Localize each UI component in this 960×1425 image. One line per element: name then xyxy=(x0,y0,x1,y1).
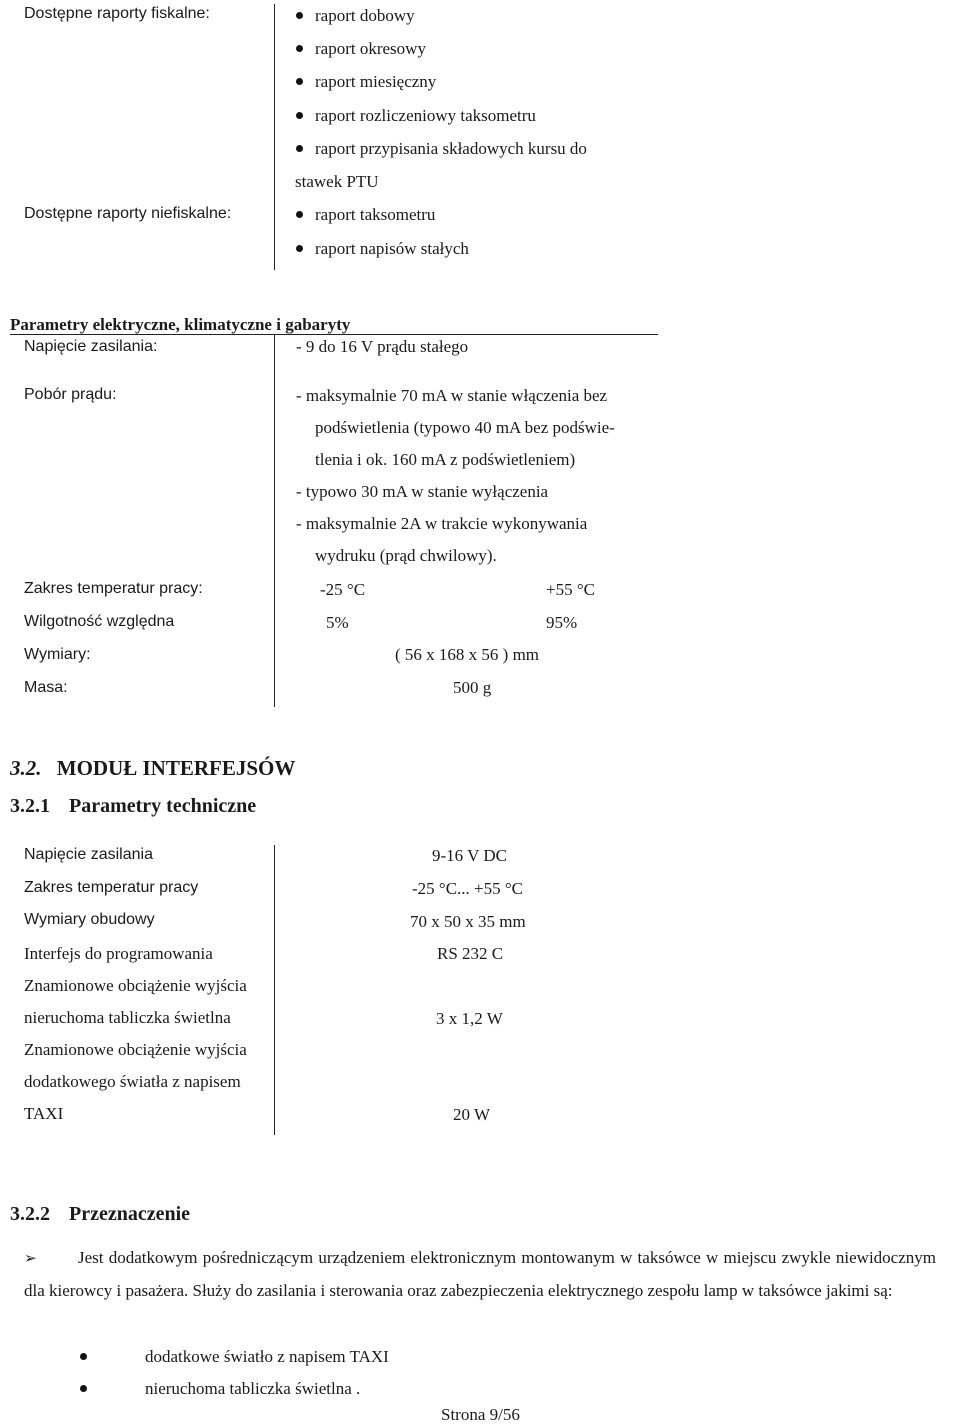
purpose-paragraph xyxy=(24,1242,936,1307)
bullet-icon xyxy=(296,12,303,19)
page-number: Strona 9/56 xyxy=(441,1405,520,1424)
param-value: 3 x 1,2 W xyxy=(436,1009,503,1028)
voltage-label: Napięcie zasilania: xyxy=(24,338,158,355)
section-heading-3-2-2 xyxy=(10,1202,190,1226)
paragraph-text: Jest dodatkowym pośredniczącym urządzeniem elektronicznym montowanym w taksówce w miejscu zwykle niewidocznym dla kierowcy i pasażera. Służy do zasilania i sterowania oraz zabezpieczenia elektrycznego zespołu lamp w taksówce jakimi są: xyxy=(24,1248,936,1300)
heading-underline xyxy=(10,334,658,335)
bullet-icon xyxy=(80,1385,87,1392)
param-label: Zakres temperatur pracy xyxy=(24,879,199,896)
mass-label: Masa: xyxy=(24,679,68,696)
param-label: dodatkowego światła z napisem xyxy=(24,1072,241,1091)
current-line: - maksymalnie 2A w trakcie wykonywania xyxy=(296,514,588,533)
dims-value: ( 56 x 168 x 56 ) mm xyxy=(395,645,540,664)
heading-text: Przeznaczenie xyxy=(69,1203,191,1225)
column-divider xyxy=(274,335,275,707)
heading-number: 3.2. xyxy=(10,756,42,780)
param-value: -25 °C... +55 °C xyxy=(412,879,524,898)
param-label: Napięcie zasilania xyxy=(24,846,153,863)
nonfiscal-reports-label: Dostępne raporty niefiskalne: xyxy=(24,205,232,222)
section-heading: Parametry elektryczne, klimatyczne i gabaryty xyxy=(10,315,351,334)
bullet-icon xyxy=(80,1353,87,1360)
voltage-value: - 9 do 16 V prądu stałego xyxy=(296,337,469,356)
param-value: 70 x 50 x 35 mm xyxy=(410,912,526,931)
mass-value: 500 g xyxy=(453,678,492,697)
list-item: raport rozliczeniowy taksometru xyxy=(315,106,536,125)
bullet-icon xyxy=(296,45,303,52)
current-label: Pobór prądu: xyxy=(24,386,117,403)
bullet-icon xyxy=(296,112,303,119)
param-value: 9-16 V DC xyxy=(432,846,507,865)
list-item: dodatkowe światło z napisem TAXI xyxy=(145,1347,389,1366)
list-item: raport dobowy xyxy=(315,6,415,25)
list-item: nieruchoma tabliczka świetlna . xyxy=(145,1379,361,1398)
current-line: - maksymalnie 70 mA w stanie włączenia bez xyxy=(296,386,608,405)
current-line: podświetlenia (typowo 40 mA bez podświe- xyxy=(315,418,615,437)
param-label: Wymiary obudowy xyxy=(24,911,155,928)
list-item: raport napisów stałych xyxy=(315,239,469,258)
list-item: raport okresowy xyxy=(315,39,426,58)
humidity-max: 95% xyxy=(546,613,578,632)
current-line: tlenia i ok. 160 mA z podświetleniem) xyxy=(315,450,576,469)
temp-min: -25 °C xyxy=(320,580,366,599)
bullet-icon xyxy=(296,145,303,152)
bullet-icon xyxy=(296,245,303,252)
fiscal-reports-label: Dostępne raporty fiskalne: xyxy=(24,5,210,22)
section-heading-3-2-1 xyxy=(10,794,256,818)
list-item-continuation: stawek PTU xyxy=(295,172,379,191)
param-label: TAXI xyxy=(24,1104,64,1123)
param-label: Znamionowe obciążenie wyjścia xyxy=(24,976,247,995)
bullet-icon xyxy=(296,78,303,85)
list-item: raport przypisania składowych kursu do xyxy=(315,139,587,158)
humidity-min: 5% xyxy=(326,613,349,632)
current-line: wydruku (prąd chwilowy). xyxy=(315,546,497,565)
temp-max: +55 °C xyxy=(546,580,595,599)
humidity-label: Wilgotność względna xyxy=(24,613,175,630)
arrow-bullet-icon: ➢ xyxy=(24,1251,37,1267)
list-item: raport taksometru xyxy=(315,205,436,224)
param-label: Interfejs do programowania xyxy=(24,944,213,963)
temp-label: Zakres temperatur pracy: xyxy=(24,580,203,597)
heading-text: MODUŁ INTERFEJSÓW xyxy=(56,756,296,780)
section-heading-3-2 xyxy=(10,756,295,780)
dims-label: Wymiary: xyxy=(24,646,91,663)
list-item: raport miesięczny xyxy=(315,72,437,91)
param-value: 20 W xyxy=(453,1105,490,1124)
heading-number: 3.2.1 xyxy=(10,795,50,817)
heading-number: 3.2.2 xyxy=(10,1203,50,1225)
column-divider xyxy=(274,4,275,270)
param-label: Znamionowe obciążenie wyjścia xyxy=(24,1040,247,1059)
current-line: - typowo 30 mA w stanie wyłączenia xyxy=(296,482,549,501)
heading-text: Parametry techniczne xyxy=(69,795,257,817)
column-divider xyxy=(274,845,275,1135)
param-label: nieruchoma tabliczka świetlna xyxy=(24,1008,231,1027)
bullet-icon xyxy=(296,211,303,218)
param-value: RS 232 C xyxy=(437,944,504,963)
